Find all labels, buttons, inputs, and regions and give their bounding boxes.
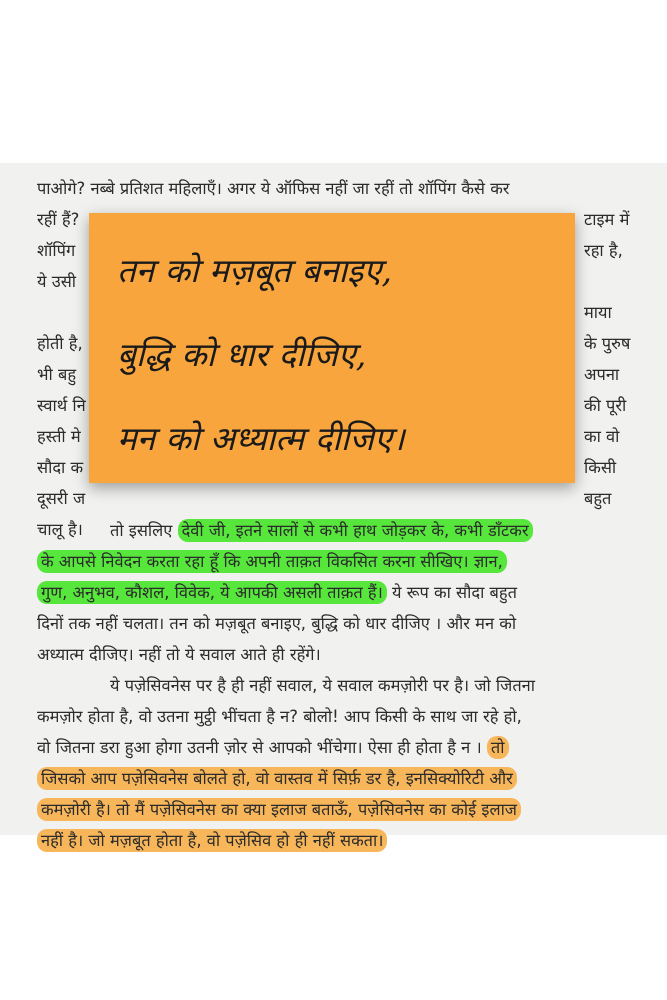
text-line: शॉपिंग [37, 241, 76, 260]
text-line: दिनों तक नहीं चलता। तन को मज़बूत बनाइए, बुद्धि को धार दीजिए । और मन को [37, 614, 517, 633]
text-line: हस्ती मे [37, 427, 81, 446]
quote-line-1: तन को मज़बूत बनाइए, [117, 251, 393, 290]
paragraph-2 [0, 515, 667, 670]
text-fragment: का वो [584, 427, 620, 446]
green-highlight: गुण, अनुभव, कौशल, विवेक, ये आपकी असली ताक़त हैं। [37, 581, 387, 604]
text-fragment: के पुरुष [584, 334, 631, 353]
paragraph-1-right-fragments [584, 173, 667, 514]
text-line: ये उसी [37, 272, 77, 291]
text-line: होती है, [37, 334, 83, 353]
text-line: दूसरी ज [37, 489, 86, 508]
text-span: तो इसलिए [110, 521, 178, 540]
text-fragment: माया [584, 303, 612, 322]
text-fragment: टाइम में [584, 210, 630, 229]
text-line: कमज़ोर होता है, वो उतना मुट्ठी भींचता है न? बोलो! आप किसी के साथ जा रहे हो, [37, 707, 522, 726]
text-line: अध्यात्म दीजिए। नहीं तो ये सवाल आते ही रहेंगे। [37, 645, 321, 664]
text-line [0, 577, 667, 608]
text-line [0, 515, 667, 546]
text-line: रहीं हैं? [37, 210, 80, 229]
text-line: भी बहु [37, 365, 77, 384]
text-fragment [584, 266, 667, 297]
text-span: वो जितना डरा हुआ होगा उतनी ज़ोर से आपको भींचेगा। ऐसा ही होता है न । [37, 738, 487, 757]
paragraph-3 [0, 670, 667, 856]
green-highlight: देवी जी, इतने सालों से कभी हाथ जोड़कर के, कभी डाँटकर [178, 519, 533, 542]
text-fragment [584, 173, 667, 204]
text-fragment: की पूरी [584, 396, 627, 415]
orange-highlight: नहीं है। जो मज़बूत होता है, वो पज़ेसिव हो ही नहीं सकता। [37, 829, 387, 852]
green-highlight: के आपसे निवेदन करता रहा हूँ कि अपनी ताक़त विकसित करना सीखिए। ज्ञान, [37, 550, 507, 573]
text-fragment: बहुत [584, 489, 612, 508]
orange-highlight: जिसको आप पज़ेसिवनेस बोलते हो, वो वास्तव में सिर्फ़ डर है, इनसिक्योरिटी और [37, 767, 517, 790]
text-span: ये रूप का सौदा बहुत [386, 583, 517, 602]
text-line: पाओगे? नब्बे प्रतिशत महिलाएँ। अगर ये ऑफिस नहीं जा रहीं तो शॉपिंग कैसे कर [37, 179, 510, 198]
text-line [0, 794, 667, 825]
text-line: सौदा क [37, 458, 84, 477]
text-line [0, 732, 667, 763]
quote-line-2: बुद्धि को धार दीजिए, [117, 335, 367, 374]
text-line: ये पज़ेसिवनेस पर है ही नहीं सवाल, ये सवाल कमज़ोरी पर है। जो जितना [110, 676, 536, 695]
text-line: स्वार्थ नि [37, 396, 86, 415]
text-line [0, 546, 667, 577]
quote-line-3: मन को अध्यात्म दीजिए। [117, 419, 405, 458]
text-line [0, 825, 667, 856]
text-fragment: किसी [584, 458, 617, 477]
text-line: चालू है। [37, 520, 83, 539]
orange-highlight: तो [487, 736, 509, 759]
quote-card [89, 213, 575, 483]
orange-highlight: कमज़ोरी है। तो मैं पज़ेसिवनेस का क्या इलाज बताऊँ, पज़ेसिवनेस का कोई इलाज [37, 798, 521, 821]
text-line [0, 763, 667, 794]
text-fragment: रहा है, [584, 241, 623, 260]
text-fragment: अपना [584, 365, 620, 384]
